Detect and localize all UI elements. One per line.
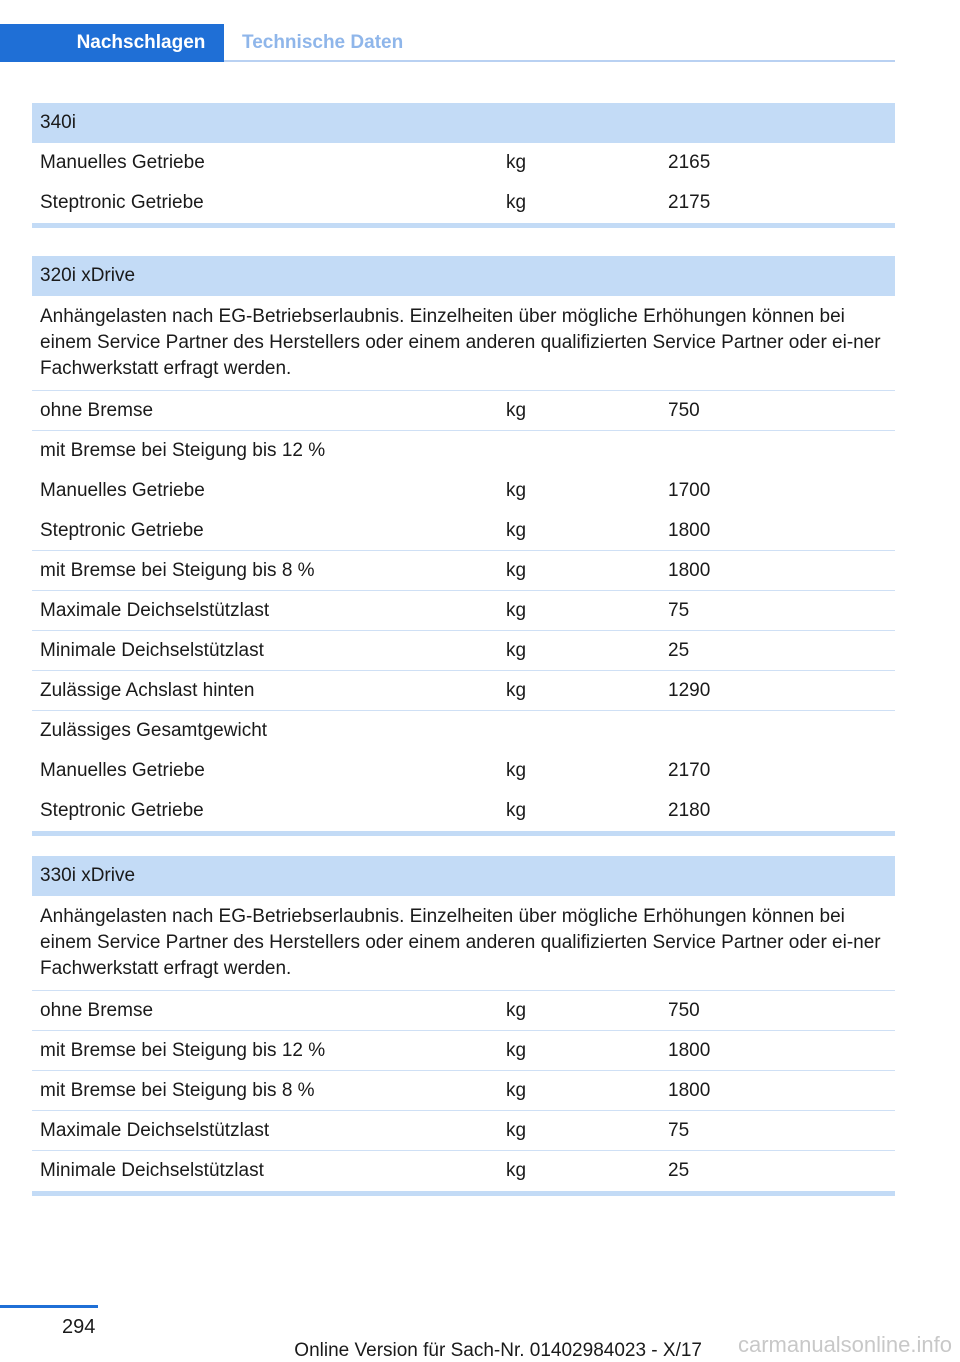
table-row bbox=[32, 183, 895, 223]
cell-label: Steptronic Getriebe bbox=[40, 519, 204, 541]
table-end-bar bbox=[32, 831, 895, 836]
cell-label: Maximale Deichselstützlast bbox=[40, 1119, 270, 1141]
table-end-bar bbox=[32, 1191, 895, 1196]
table-row bbox=[32, 631, 895, 671]
table-row bbox=[32, 511, 895, 551]
table-row bbox=[32, 431, 895, 471]
cell-unit: kg bbox=[506, 480, 527, 501]
cell-unit: kg bbox=[506, 519, 527, 541]
cell-label: mit Bremse bei Steigung bis 8 % bbox=[40, 1079, 315, 1101]
cell-unit: kg bbox=[506, 1119, 527, 1141]
cell-value: 75 bbox=[668, 599, 690, 621]
cell-value: 25 bbox=[668, 1160, 690, 1181]
cell-value: 2180 bbox=[668, 800, 711, 821]
cell-value: 1800 bbox=[668, 519, 711, 541]
cell-value: 25 bbox=[668, 639, 690, 661]
cell-unit: kg bbox=[506, 1079, 527, 1101]
table-title: 320i xDrive bbox=[32, 256, 895, 296]
cell-value: 75 bbox=[668, 1119, 690, 1141]
cell-label: Steptronic Getriebe bbox=[40, 800, 204, 821]
tab-technische-daten[interactable]: Technische Daten bbox=[242, 32, 404, 53]
cell-label: Manuelles Getriebe bbox=[40, 152, 205, 173]
cell-label: mit Bremse bei Steigung bis 12 % bbox=[40, 440, 326, 461]
table-row bbox=[32, 471, 895, 511]
cell-unit: kg bbox=[506, 800, 527, 821]
table-row bbox=[32, 391, 895, 431]
cell-label: Zulässiges Gesamtgewicht bbox=[40, 720, 268, 741]
cell-unit: kg bbox=[506, 679, 527, 701]
table-row bbox=[32, 1111, 895, 1151]
cell-value: 750 bbox=[668, 399, 700, 421]
header-divider bbox=[224, 60, 895, 62]
page-header bbox=[0, 24, 895, 62]
cell-value: 2175 bbox=[668, 192, 711, 213]
cell-unit: kg bbox=[506, 192, 527, 213]
table-row bbox=[32, 591, 895, 631]
table-row bbox=[32, 751, 895, 791]
table-row bbox=[32, 551, 895, 591]
cell-label: Zulässige Achslast hinten bbox=[40, 679, 255, 701]
table-row bbox=[32, 991, 895, 1031]
cell-label: Steptronic Getriebe bbox=[40, 192, 204, 213]
cell-value: 1800 bbox=[668, 559, 711, 581]
table-row bbox=[32, 711, 895, 751]
cell-value: 2170 bbox=[668, 760, 711, 781]
table-320i-xdrive bbox=[32, 256, 895, 836]
table-row bbox=[32, 143, 895, 183]
cell-label: mit Bremse bei Steigung bis 8 % bbox=[40, 559, 315, 581]
table-340i bbox=[32, 103, 895, 228]
cell-value: 1800 bbox=[668, 1039, 711, 1061]
table-note: Anhängelasten nach EG-Betriebserlaubnis. Einzelheiten über mögliche Erhöhungen können bei einem Service Partner des Herstellers oder einem anderen qualifizierten Service Partner oder ei-ner Fachwerkstatt erfragt werden. bbox=[32, 896, 895, 991]
cell-unit: kg bbox=[506, 999, 527, 1021]
cell-unit: kg bbox=[506, 1160, 527, 1181]
cell-unit: kg bbox=[506, 760, 527, 781]
cell-unit: kg bbox=[506, 152, 527, 173]
cell-label: mit Bremse bei Steigung bis 12 % bbox=[40, 1039, 326, 1061]
cell-label: Manuelles Getriebe bbox=[40, 760, 205, 781]
cell-label: Maximale Deichselstützlast bbox=[40, 599, 270, 621]
cell-label: Manuelles Getriebe bbox=[40, 480, 205, 501]
table-note: Anhängelasten nach EG-Betriebserlaubnis. Einzelheiten über mögliche Erhöhungen können bei einem Service Partner des Herstellers oder einem anderen qualifizierten Service Partner oder ei-ner Fachwerkstatt erfragt werden. bbox=[32, 296, 895, 391]
cell-unit: kg bbox=[506, 599, 527, 621]
table-row bbox=[32, 671, 895, 711]
cell-unit: kg bbox=[506, 559, 527, 581]
cell-label: Minimale Deichselstützlast bbox=[40, 639, 264, 661]
cell-label: ohne Bremse bbox=[40, 399, 154, 421]
cell-value: 2165 bbox=[668, 152, 711, 173]
cell-label: Minimale Deichselstützlast bbox=[40, 1160, 264, 1181]
cell-value: 1800 bbox=[668, 1079, 711, 1101]
cell-value: 1290 bbox=[668, 679, 711, 701]
cell-unit: kg bbox=[506, 399, 527, 421]
table-row bbox=[32, 791, 895, 831]
table-330i-xdrive bbox=[32, 856, 895, 1196]
online-version-text: Online Version für Sach-Nr. 01402984023 - X/17 bbox=[294, 1340, 702, 1361]
cell-label: ohne Bremse bbox=[40, 999, 154, 1021]
table-title: 330i xDrive bbox=[32, 856, 895, 896]
cell-value: 1700 bbox=[668, 480, 711, 501]
table-end-bar bbox=[32, 223, 895, 228]
cell-value: 750 bbox=[668, 999, 700, 1021]
table-title: 340i bbox=[32, 103, 895, 143]
cell-unit: kg bbox=[506, 639, 527, 661]
cell-unit: kg bbox=[506, 1039, 527, 1061]
page-number-rule bbox=[0, 1305, 98, 1308]
table-row bbox=[32, 1071, 895, 1111]
page-number: 294 bbox=[62, 1316, 96, 1338]
table-row bbox=[32, 1151, 895, 1191]
watermark-text: carmanualsonline.info bbox=[737, 1332, 952, 1357]
table-row bbox=[32, 1031, 895, 1071]
tab-nachschlagen[interactable]: Nachschlagen bbox=[0, 24, 224, 62]
